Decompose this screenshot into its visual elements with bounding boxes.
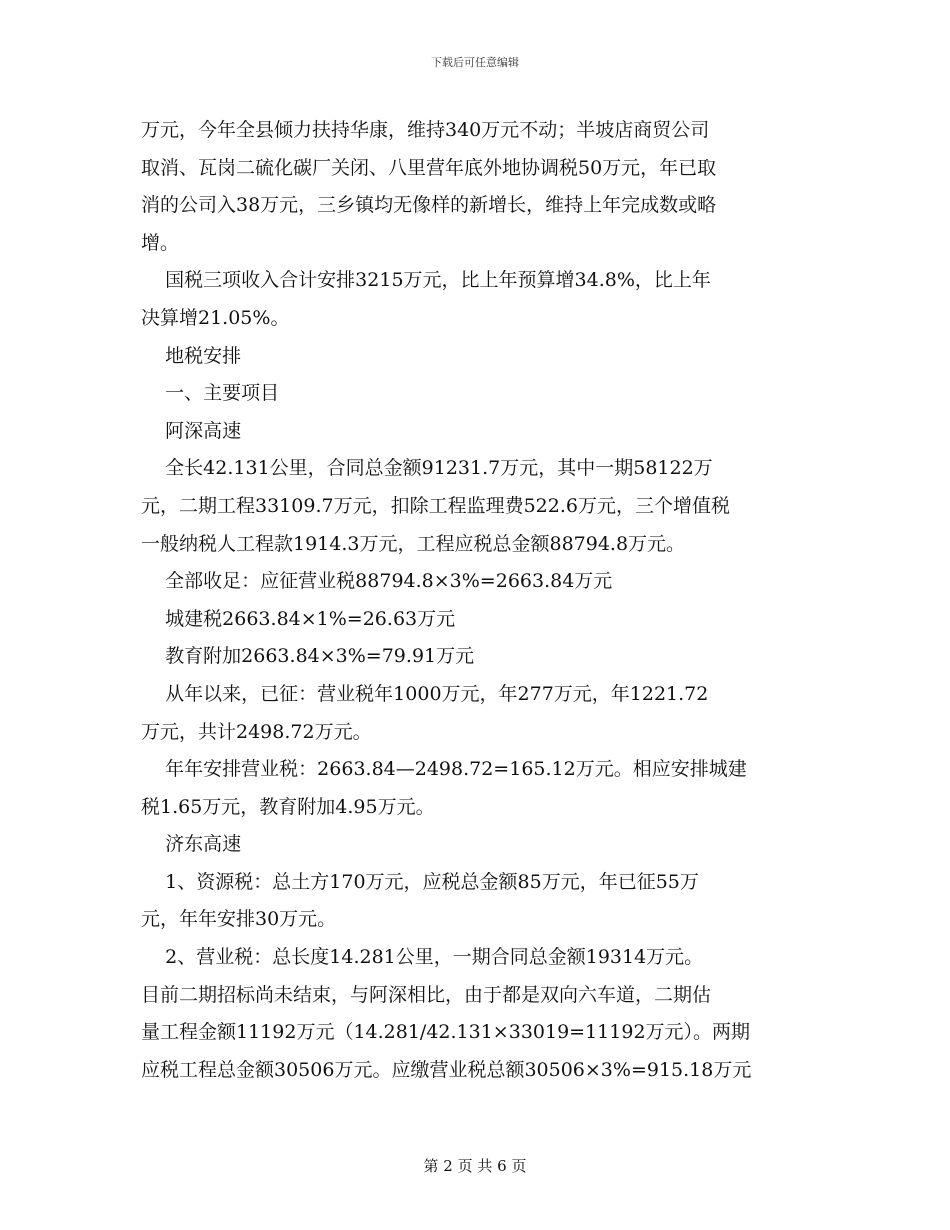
text-line: 万元，今年全县倾力扶持华康，维持340万元不动；半坡店商贸公司 bbox=[141, 119, 710, 141]
text-line: 1、资源税：总土方170万元，应税总金额85万元，年已征55万 bbox=[141, 870, 699, 893]
text-line: 量工程金额11192万元（14.281/42.131×33019=11192万元）。两期 bbox=[141, 1021, 751, 1044]
text-line: 年年安排营业税：2663.84—2498.72=165.12万元。相应安排城建 bbox=[141, 758, 747, 781]
page-header: 下载后可任意编辑 bbox=[431, 56, 519, 69]
text-line: 全长42.131公里，合同总金额91231.7万元，其中一期58122万 bbox=[141, 457, 713, 480]
page-number-footer: 第 2 页 共 6 页 bbox=[423, 1157, 527, 1175]
subsection-heading: 阿深高速 bbox=[141, 419, 242, 442]
text-line: 元，年年安排30万元。 bbox=[141, 908, 337, 931]
formula-line: 全部收足：应征营业税88794.8×3%=2663.84万元 bbox=[141, 570, 613, 593]
formula-line: 教育附加2663.84×3%=79.91万元 bbox=[141, 645, 475, 668]
text-line: 应税工程总金额30506万元。应缴营业税总额30506×3%=915.18万元 bbox=[141, 1058, 752, 1081]
text-line: 元，二期工程33109.7万元，扣除工程监理费522.6万元，三个增值税 bbox=[141, 494, 730, 517]
section-heading: 一、主要项目 bbox=[141, 382, 280, 405]
text-line: 取消、瓦岗二硫化碳厂关闭、八里营年底外地协调税50万元，年已取 bbox=[141, 156, 717, 179]
text-line: 消的公司入38万元，三乡镇均无像样的新增长，维持上年完成数或略 bbox=[141, 194, 717, 217]
document-body bbox=[141, 112, 811, 1089]
text-line: 一般纳税人工程款1914.3万元，工程应税总金额88794.8万元。 bbox=[141, 532, 686, 555]
text-line: 2、营业税：总长度14.281公里，一期合同总金额19314万元。 bbox=[141, 946, 704, 969]
text-line: 从年以来，已征：营业税年1000万元，年277万元，年1221.72 bbox=[141, 682, 709, 705]
formula-line: 城建税2663.84×1%=26.63万元 bbox=[141, 607, 456, 630]
subsection-heading: 济东高速 bbox=[141, 833, 242, 856]
text-line: 增。 bbox=[141, 231, 180, 254]
text-line: 万元，共计2498.72万元。 bbox=[141, 720, 372, 743]
text-line: 目前二期招标尚未结束，与阿深相比，由于都是双向六车道，二期估 bbox=[141, 983, 712, 1006]
text-line: 国税三项收入合计安排3215万元，比上年预算增34.8%，比上年 bbox=[141, 269, 711, 292]
section-heading: 地税安排 bbox=[141, 344, 242, 367]
text-line: 税1.65万元，教育附加4.95万元。 bbox=[141, 795, 435, 818]
text-line: 决算增21.05%。 bbox=[141, 306, 290, 329]
